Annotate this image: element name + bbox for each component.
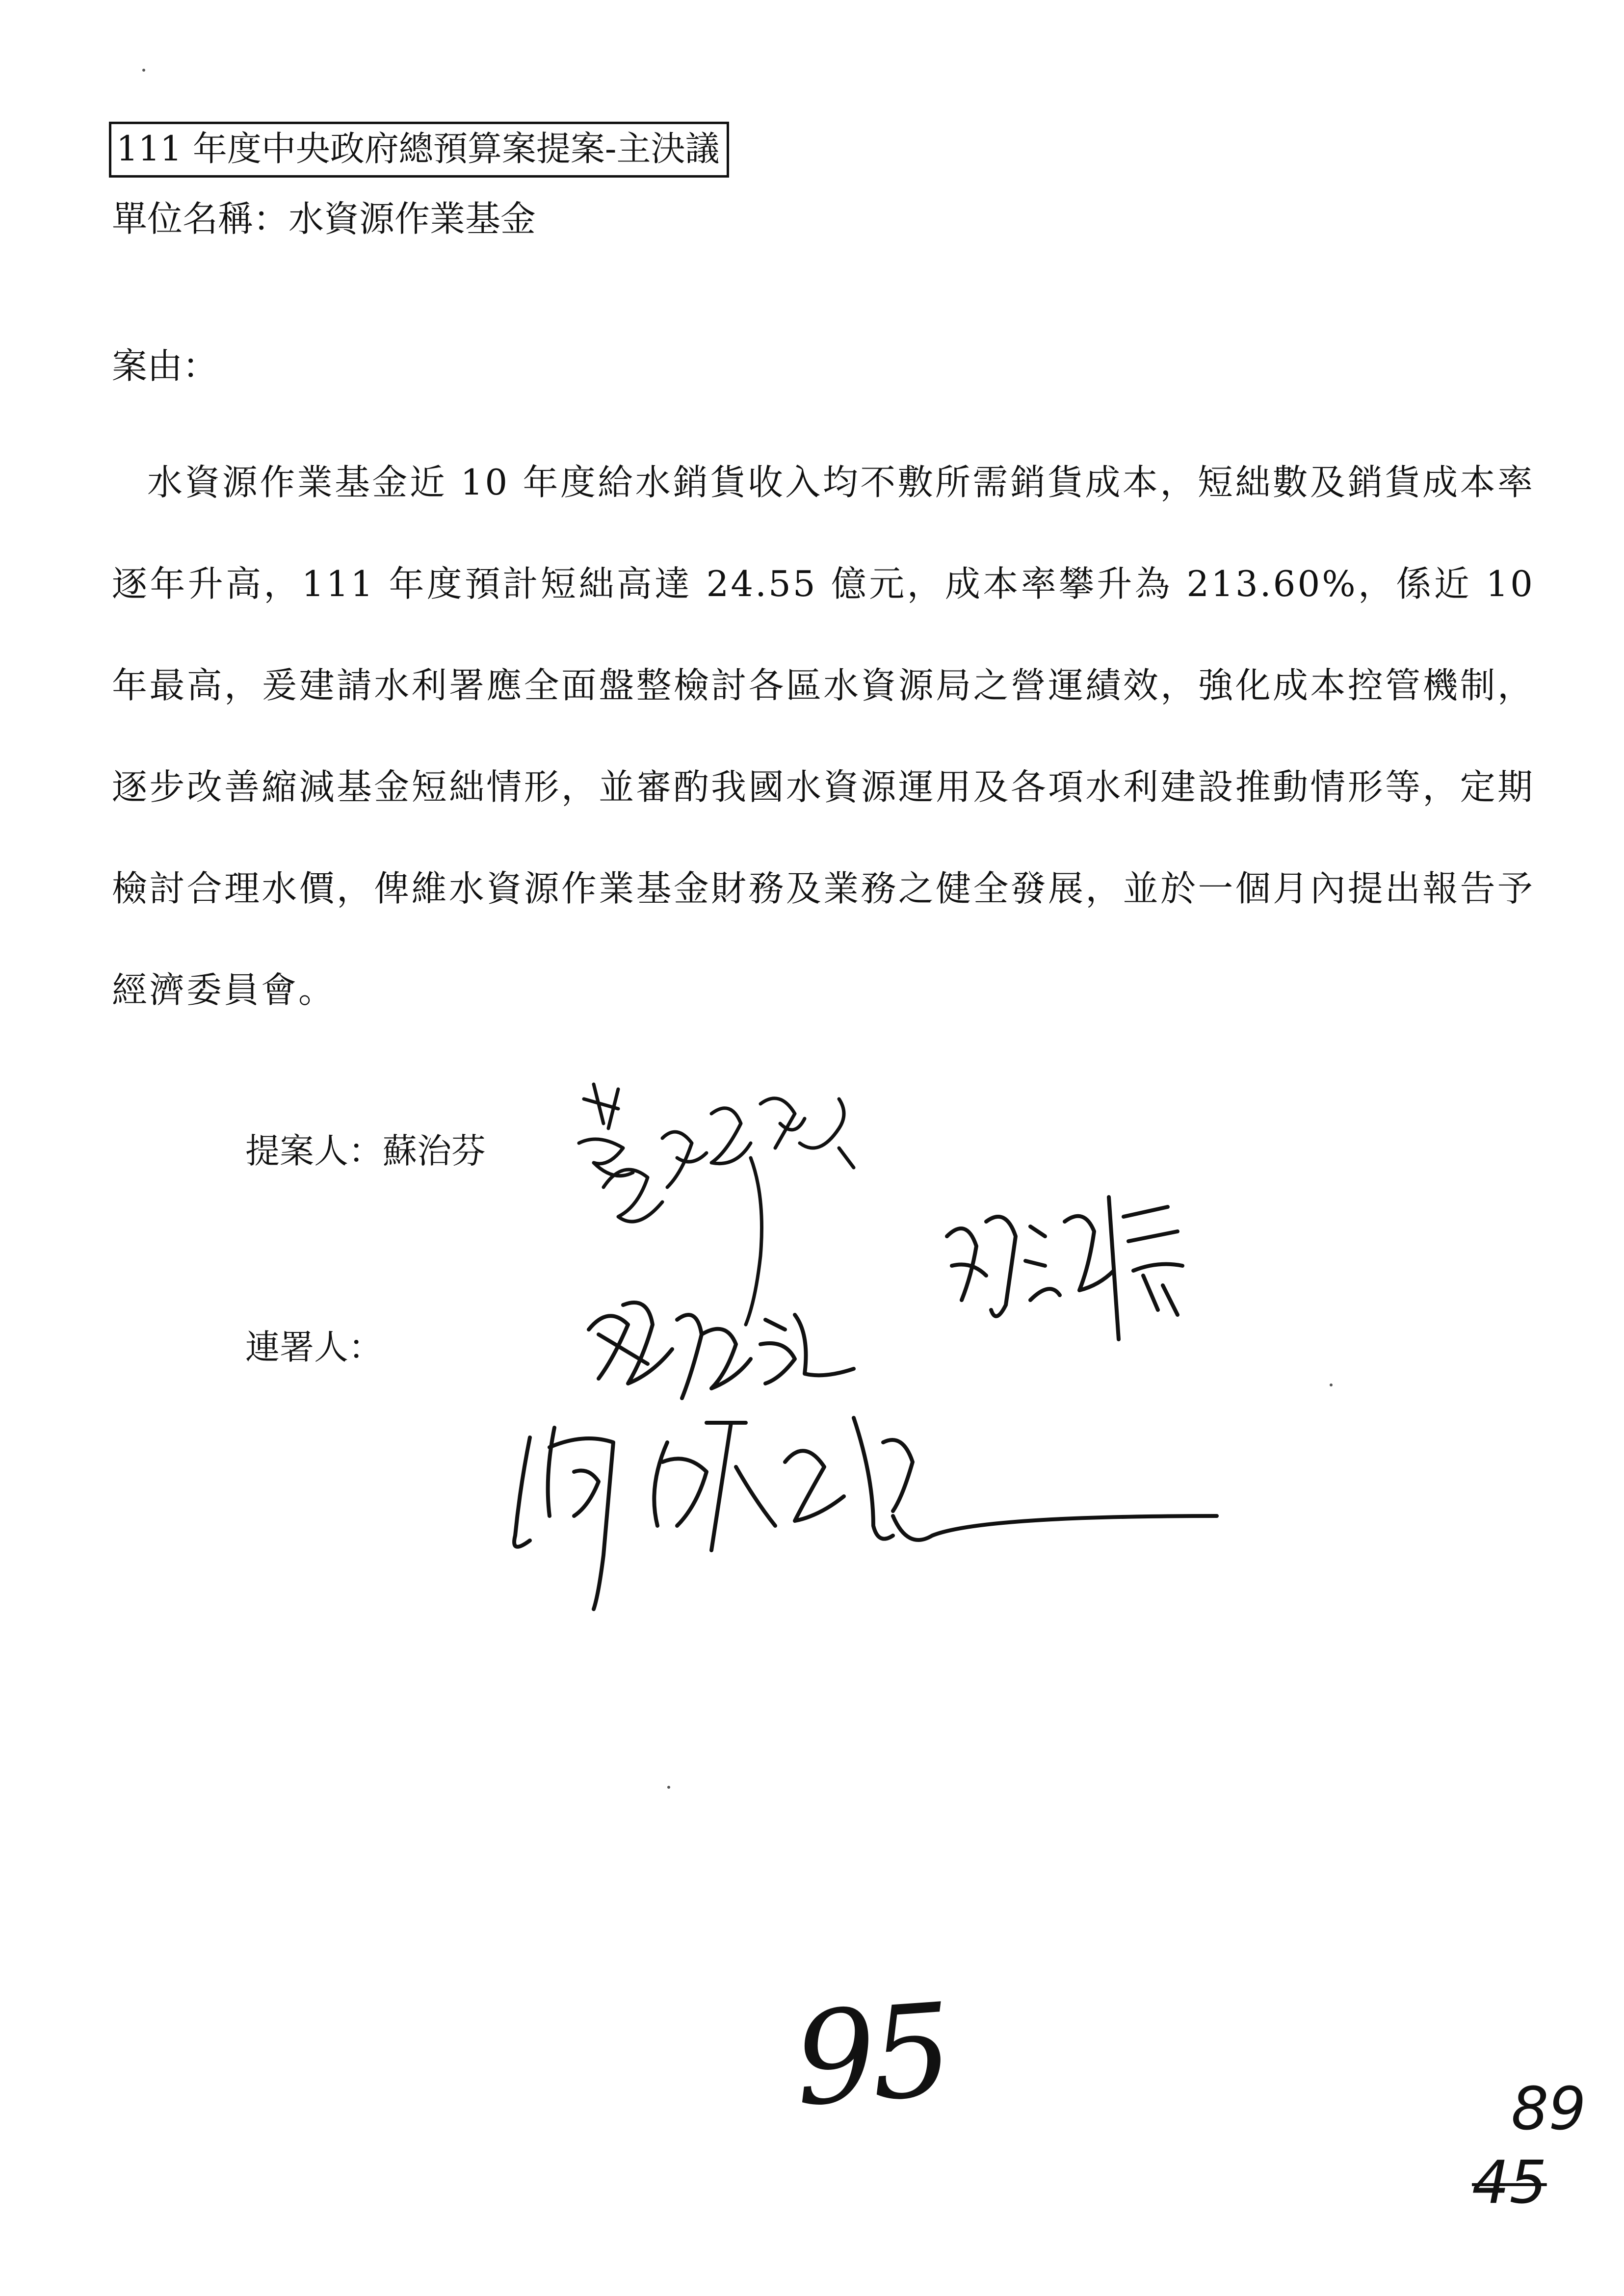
cosigner-label: 連署人： xyxy=(245,1327,383,1367)
unit-name: 單位名稱：水資源作業基金 xyxy=(112,198,536,239)
reason-label: 案由： xyxy=(112,345,218,387)
signature-cosigner-3 xyxy=(500,1388,1227,1634)
scan-speck xyxy=(142,69,145,72)
document-title: 111 年度中央政府總預算案提案-主決議 xyxy=(109,122,729,178)
reason-body: 水資源作業基金近 10 年度給水銷貨收入均不敷所需銷貨成本，短絀數及銷貨成本率逐年升高，111 年度預計短絀高達 24.55 億元，成本率攀升為 213.60%，係近 10 年最高，爰建請水利署應全面盤整檢討各區水資源局之營運績效，強化成本控管機制，逐步改善縮減基金短絀情形，並審酌我國水資源運用及各項水利建設推動情形等，定期檢討合理水價，俾維水資源作業基金財務及業務之健全發展，並於一個月內提出報告予經濟委員會。 xyxy=(112,462,1535,1011)
signature-cosigner-2 xyxy=(932,1177,1207,1364)
scan-speck xyxy=(1330,1383,1333,1386)
page-number-new: 89 xyxy=(1511,2075,1586,2143)
page-number-main: 95 xyxy=(789,1976,952,2135)
page-number-old-struck: 45 xyxy=(1472,2149,1547,2217)
scan-speck xyxy=(667,1786,670,1789)
proposer-line: 提案人：蘇治芬 xyxy=(245,1131,486,1171)
